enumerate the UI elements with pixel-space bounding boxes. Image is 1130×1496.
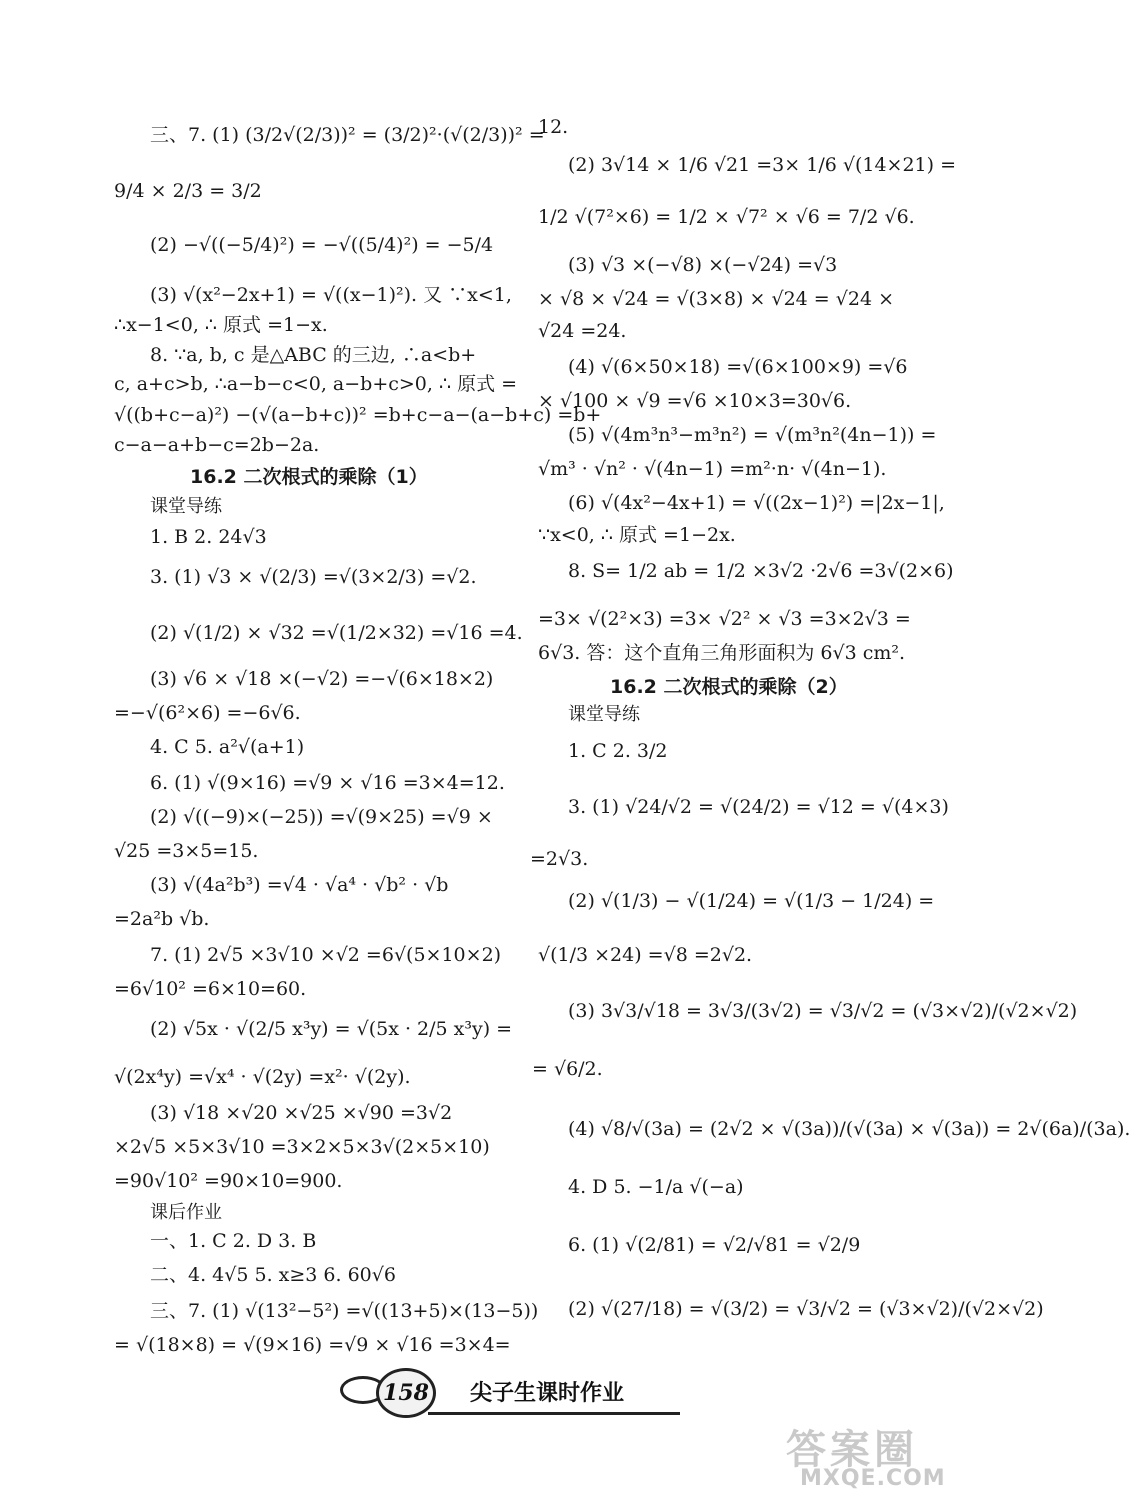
answer-line: 4. D 5. −1/a √(−a) — [568, 1176, 744, 1198]
answer-line: (2) −√((−5/4)²) = −√((5/4)²) = −5/4 — [150, 234, 494, 256]
answer-line: =6√10² =6×10=60. — [114, 978, 307, 1000]
answer-line: × √8 × √24 = √(3×8) × √24 = √24 × — [538, 288, 894, 310]
answer-line: (3) √(x²−2x+1) = √((x−1)²). 又 ∵x<1, — [150, 284, 512, 306]
answer-line: =90√10² =90×10=900. — [114, 1170, 343, 1192]
answer-line: √(1/3 ×24) =√8 =2√2. — [538, 944, 753, 966]
answer-line: (3) √3 ×(−√8) ×(−√24) =√3 — [568, 254, 838, 276]
answer-line: (2) √(27/18) = √(3/2) = √3/√2 = (√3×√2)/(√2×√2) — [568, 1298, 1044, 1320]
answer-line: 3. (1) √24/√2 = √(24/2) = √12 = √(4×3) — [568, 796, 949, 818]
page-number: 158 — [376, 1368, 436, 1418]
answer-line: (2) 3√14 × 1/6 √21 =3× 1/6 √(14×21) = — [568, 154, 957, 176]
answer-line: 8. S= 1/2 ab = 1/2 ×3√2 ·2√6 =3√(2×6) — [568, 560, 954, 582]
answer-line: (3) √6 × √18 ×(−√2) =−√(6×18×2) — [150, 668, 494, 690]
answer-line: (3) √(4a²b³) =√4 · √a⁴ · √b² · √b — [150, 874, 449, 896]
section-heading: 16.2 二次根式的乘除（2） — [610, 676, 848, 698]
subsection-label: 课堂导练 — [568, 704, 640, 725]
answer-line: 1/2 √(7²×6) = 1/2 × √7² × √6 = 7/2 √6. — [538, 206, 915, 228]
answer-line: (3) 3√3/√18 = 3√3/(3√2) = √3/√2 = (√3×√2)/(√2×√2) — [568, 1000, 1078, 1022]
answer-line: 9/4 × 2/3 = 3/2 — [114, 180, 262, 202]
answer-line: =2√3. — [530, 848, 589, 870]
book-title: 尖子生课时作业 — [470, 1381, 625, 1406]
answer-line: 7. (1) 2√5 ×3√10 ×√2 =6√(5×10×2) — [150, 944, 502, 966]
answer-line: =3× √(2²×3) =3× √2² × √3 =3×2√3 = — [538, 608, 911, 630]
answer-line: c, a+c>b, ∴a−b−c<0, a−b+c>0, ∴ 原式 = — [114, 373, 518, 395]
answer-line: (2) √(1/2) × √32 =√(1/2×32) =√16 =4. — [150, 622, 523, 644]
watermark-url: MXQE.COM — [800, 1466, 946, 1491]
answer-line: 3. (1) √3 × √(2/3) =√(3×2/3) =√2. — [150, 566, 477, 588]
section-heading: 16.2 二次根式的乘除（1） — [190, 466, 428, 488]
answer-line: = √(18×8) = √(9×16) =√9 × √16 =3×4= — [114, 1334, 511, 1356]
answer-line: 1. B 2. 24√3 — [150, 526, 267, 548]
answer-line: 12. — [538, 116, 569, 138]
answer-line: 6√3. 答：这个直角三角形面积为 6√3 cm². — [538, 642, 906, 664]
watermark-logo: 答案圈 — [786, 1427, 918, 1473]
watermark — [786, 1418, 992, 1492]
footer-rule — [428, 1412, 680, 1415]
answer-line: ∴x−1<0, ∴ 原式 =1−x. — [114, 314, 328, 336]
answer-line: √24 =24. — [538, 320, 627, 342]
answer-line: (2) √5x · √(2/5 x³y) = √(5x · 2/5 x³y) = — [150, 1018, 513, 1040]
answer-line: 一、1. C 2. D 3. B — [150, 1230, 317, 1252]
answer-line: (6) √(4x²−4x+1) = √((2x−1)²) =|2x−1|, — [568, 492, 945, 514]
answer-line: ×2√5 ×5×3√10 =3×2×5×3√(2×5×10) — [114, 1136, 490, 1158]
answer-line: √m³ · √n² · √(4n−1) =m²·n· √(4n−1). — [538, 458, 887, 480]
answer-line: 三、7. (1) (3/2√(2/3))² = (3/2)²·(√(2/3))² = — [150, 124, 545, 146]
answer-line: √25 =3×5=15. — [114, 840, 259, 862]
answer-line: (2) √((−9)×(−25)) =√(9×25) =√9 × — [150, 806, 493, 828]
answer-line: ∵x<0, ∴ 原式 =1−2x. — [538, 524, 736, 546]
answer-line: (4) √(6×50×18) =√(6×100×9) =√6 — [568, 356, 908, 378]
answer-line: 6. (1) √(2/81) = √2/√81 = √2/9 — [568, 1234, 861, 1256]
answer-line: (3) √18 ×√20 ×√25 ×√90 =3√2 — [150, 1102, 453, 1124]
answer-line: √(2x⁴y) =√x⁴ · √(2y) =x²· √(2y). — [114, 1066, 411, 1088]
answer-line: c−a−a+b−c=2b−2a. — [114, 434, 320, 456]
answer-line: 二、4. 4√5 5. x≥3 6. 60√6 — [150, 1264, 396, 1286]
answer-line: (5) √(4m³n³−m³n²) = √(m³n²(4n−1)) = — [568, 424, 937, 446]
answer-line: 6. (1) √(9×16) =√9 × √16 =3×4=12. — [150, 772, 505, 794]
answer-line: = √6/2. — [532, 1058, 603, 1080]
answer-line: 8. ∵a, b, c 是△ABC 的三边, ∴a<b+ — [150, 344, 477, 366]
answer-line: (4) √8/√(3a) = (2√2 × √(3a))/(√(3a) × √(3a)) = 2√(6a)/(3a). — [568, 1118, 1130, 1140]
answer-line: 1. C 2. 3/2 — [568, 740, 668, 762]
subsection-label: 课堂导练 — [150, 496, 222, 517]
subsection-label: 课后作业 — [150, 1202, 222, 1223]
answer-line: (2) √(1/3) − √(1/24) = √(1/3 − 1/24) = — [568, 890, 935, 912]
answer-line: 三、7. (1) √(13²−5²) =√((13+5)×(13−5)) — [150, 1300, 539, 1322]
page-footer — [340, 1362, 690, 1422]
answer-line: =2a²b √b. — [114, 908, 210, 930]
answer-line: √((b+c−a)²) −(√(a−b+c))² =b+c−a−(a−b+c) =b+ — [114, 404, 602, 426]
answer-line: =−√(6²×6) =−6√6. — [114, 702, 301, 724]
answer-line: 4. C 5. a²√(a+1) — [150, 736, 305, 758]
answer-line: × √100 × √9 =√6 ×10×3=30√6. — [538, 390, 852, 412]
